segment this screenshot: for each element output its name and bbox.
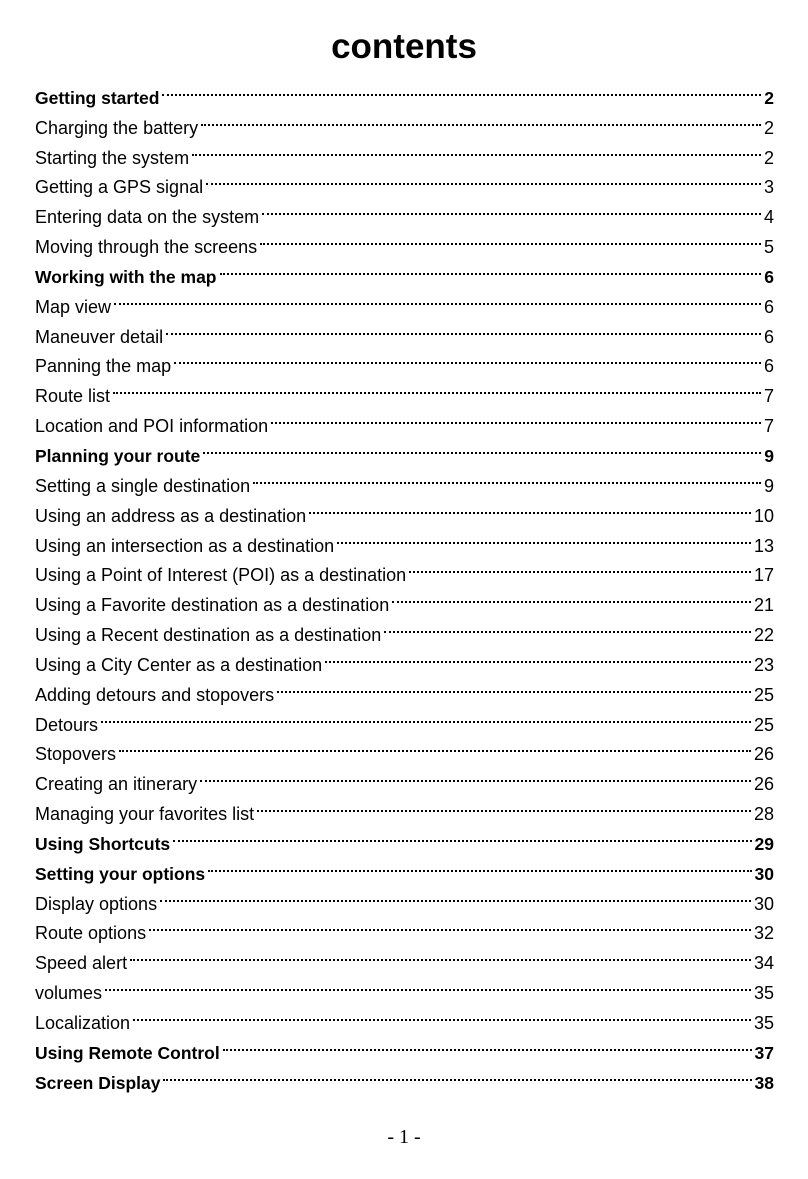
dot-leader bbox=[392, 581, 751, 611]
toc-entry-label: Using a Recent destination as a destination bbox=[35, 625, 382, 646]
dot-leader bbox=[192, 134, 761, 164]
dot-leader bbox=[325, 641, 751, 671]
page-number: - 1 - bbox=[387, 1126, 421, 1148]
toc-entry-label: Charging the battery bbox=[35, 117, 199, 138]
toc-entry-label: Planning your route bbox=[35, 445, 201, 466]
toc-entry-page-number: 6 bbox=[763, 326, 774, 347]
dot-leader bbox=[133, 999, 751, 1029]
toc-section-heading[interactable] bbox=[35, 74, 774, 108]
toc-entry[interactable] bbox=[35, 283, 774, 317]
dot-leader bbox=[119, 731, 751, 761]
toc-entry-label: Managing your favorites list bbox=[35, 804, 255, 825]
toc-entry-label: Moving through the screens bbox=[35, 237, 258, 258]
toc-entry-page-number: 2 bbox=[764, 87, 774, 108]
toc-entry-label: Using a Favorite destination as a destination bbox=[35, 595, 390, 616]
toc-entry-label: Localization bbox=[35, 1013, 131, 1033]
dot-leader bbox=[253, 462, 761, 492]
toc-entry-page-number: 35 bbox=[753, 983, 774, 1004]
toc-entry-label: Route options bbox=[35, 923, 147, 944]
toc-entry-page-number: 28 bbox=[753, 804, 774, 825]
dot-leader bbox=[166, 313, 761, 343]
toc-entry-page-number: 29 bbox=[754, 833, 774, 854]
toc-entry-page-number: 9 bbox=[763, 475, 774, 496]
dot-leader bbox=[208, 850, 751, 880]
toc-entry-page-number: 4 bbox=[763, 207, 774, 228]
toc-entry[interactable] bbox=[35, 731, 774, 765]
toc-entry-label: Using a Point of Interest (POI) as a destination bbox=[35, 565, 407, 586]
dot-leader bbox=[260, 223, 761, 253]
toc-entry-label: Creating an itinerary bbox=[35, 774, 198, 795]
toc-entry-page-number: 5 bbox=[763, 237, 774, 258]
toc-entry-label: Getting started bbox=[35, 87, 160, 108]
dot-leader bbox=[101, 701, 751, 731]
dot-leader bbox=[130, 939, 751, 969]
toc-entry-label: Display options bbox=[35, 893, 158, 914]
table-of-contents bbox=[35, 74, 774, 1093]
dot-leader bbox=[203, 432, 761, 462]
toc-entry-label: Using an address as a destination bbox=[35, 505, 307, 526]
toc-section-heading[interactable] bbox=[35, 1029, 774, 1063]
dot-leader bbox=[113, 372, 761, 402]
dot-leader bbox=[163, 1059, 751, 1089]
toc-entry-page-number: 37 bbox=[754, 1042, 774, 1063]
page-title: contents bbox=[331, 27, 477, 66]
toc-entry-page-number: 6 bbox=[763, 356, 774, 377]
toc-entry-page-number: 2 bbox=[763, 147, 774, 168]
dot-leader bbox=[149, 910, 751, 940]
dot-leader bbox=[114, 283, 761, 313]
dot-leader bbox=[271, 402, 761, 432]
dot-leader bbox=[201, 104, 761, 134]
toc-entry-label: Getting a GPS signal bbox=[35, 177, 204, 198]
toc-entry-label: Maneuver detail bbox=[35, 326, 164, 347]
dot-leader bbox=[277, 671, 751, 701]
toc-entry-page-number: 2 bbox=[763, 117, 774, 138]
dot-leader bbox=[162, 74, 761, 104]
toc-entry-label: Route list bbox=[35, 386, 111, 407]
toc-entry-label: Location and POI information bbox=[35, 416, 269, 437]
toc-entry-page-number: 10 bbox=[753, 505, 774, 526]
toc-entry[interactable] bbox=[35, 999, 774, 1033]
toc-entry-page-number: 23 bbox=[753, 654, 774, 675]
toc-entry-label: Using Shortcuts bbox=[35, 833, 171, 854]
toc-entry-page-number: 6 bbox=[763, 296, 774, 317]
toc-entry-page-number: 7 bbox=[763, 416, 774, 437]
toc-entry-page-number: 3 bbox=[763, 177, 774, 198]
toc-entry-label: Setting your options bbox=[35, 863, 206, 884]
dot-leader bbox=[409, 552, 751, 582]
dot-leader bbox=[105, 969, 751, 999]
toc-entry[interactable] bbox=[35, 402, 774, 437]
toc-entry-label: Screen Display bbox=[35, 1072, 161, 1093]
toc-entry-page-number: 9 bbox=[764, 445, 774, 466]
toc-entry-label: Using a City Center as a destination bbox=[35, 654, 323, 675]
toc-entry-page-number: 22 bbox=[753, 625, 774, 646]
toc-entry-label: Detours bbox=[35, 714, 99, 735]
dot-leader bbox=[384, 611, 751, 641]
dot-leader bbox=[309, 492, 751, 522]
toc-entry-page-number: 30 bbox=[754, 863, 774, 884]
toc-entry-page-number: 25 bbox=[753, 684, 774, 705]
toc-entry-label: Working with the map bbox=[35, 266, 217, 287]
dot-leader bbox=[337, 522, 751, 552]
dot-leader bbox=[160, 880, 751, 910]
dot-leader bbox=[220, 253, 762, 283]
dot-leader bbox=[173, 820, 751, 850]
dot-leader bbox=[206, 164, 761, 194]
toc-entry-page-number: 13 bbox=[753, 535, 774, 556]
toc-entry-page-number: 25 bbox=[753, 714, 774, 735]
toc-entry-label: Setting a single destination bbox=[35, 475, 251, 496]
toc-entry-label: Adding detours and stopovers bbox=[35, 684, 275, 705]
dot-leader bbox=[262, 193, 761, 223]
toc-entry-page-number: 7 bbox=[763, 386, 774, 407]
toc-entry-page-number: 30 bbox=[753, 893, 774, 914]
dot-leader bbox=[174, 343, 761, 373]
toc-entry-page-number: 38 bbox=[754, 1072, 774, 1093]
toc-entry-page-number: 34 bbox=[753, 953, 774, 974]
dot-leader bbox=[223, 1029, 752, 1059]
dot-leader bbox=[257, 790, 751, 820]
toc-entry-label: Map view bbox=[35, 296, 112, 317]
toc-entry-label: Starting the system bbox=[35, 147, 190, 168]
toc-entry-label: Using Remote Control bbox=[35, 1042, 220, 1063]
toc-entry-label: Entering data on the system bbox=[35, 207, 260, 228]
toc-entry[interactable] bbox=[35, 701, 774, 735]
toc-entry-page-number: 17 bbox=[753, 565, 774, 586]
toc-entry[interactable] bbox=[35, 969, 774, 1004]
toc-entry[interactable] bbox=[35, 372, 774, 407]
toc-entry-label: Stopovers bbox=[35, 744, 117, 765]
toc-entry[interactable] bbox=[35, 939, 774, 974]
toc-entry-page-number: 26 bbox=[753, 774, 774, 795]
toc-entry[interactable] bbox=[35, 313, 774, 347]
toc-entry-page-number: 26 bbox=[753, 744, 774, 765]
dot-leader bbox=[200, 760, 751, 790]
toc-entry-label: Panning the map bbox=[35, 356, 172, 377]
toc-entry-label: volumes bbox=[35, 983, 103, 1004]
toc-entry-label: Using an intersection as a destination bbox=[35, 535, 335, 556]
toc-entry-page-number: 32 bbox=[753, 923, 774, 944]
toc-entry[interactable] bbox=[35, 760, 774, 795]
toc-entry-page-number: 6 bbox=[764, 266, 774, 287]
toc-entry-label: Speed alert bbox=[35, 953, 128, 974]
toc-entry-page-number: 35 bbox=[753, 1013, 774, 1033]
toc-entry-page-number: 21 bbox=[753, 595, 774, 616]
